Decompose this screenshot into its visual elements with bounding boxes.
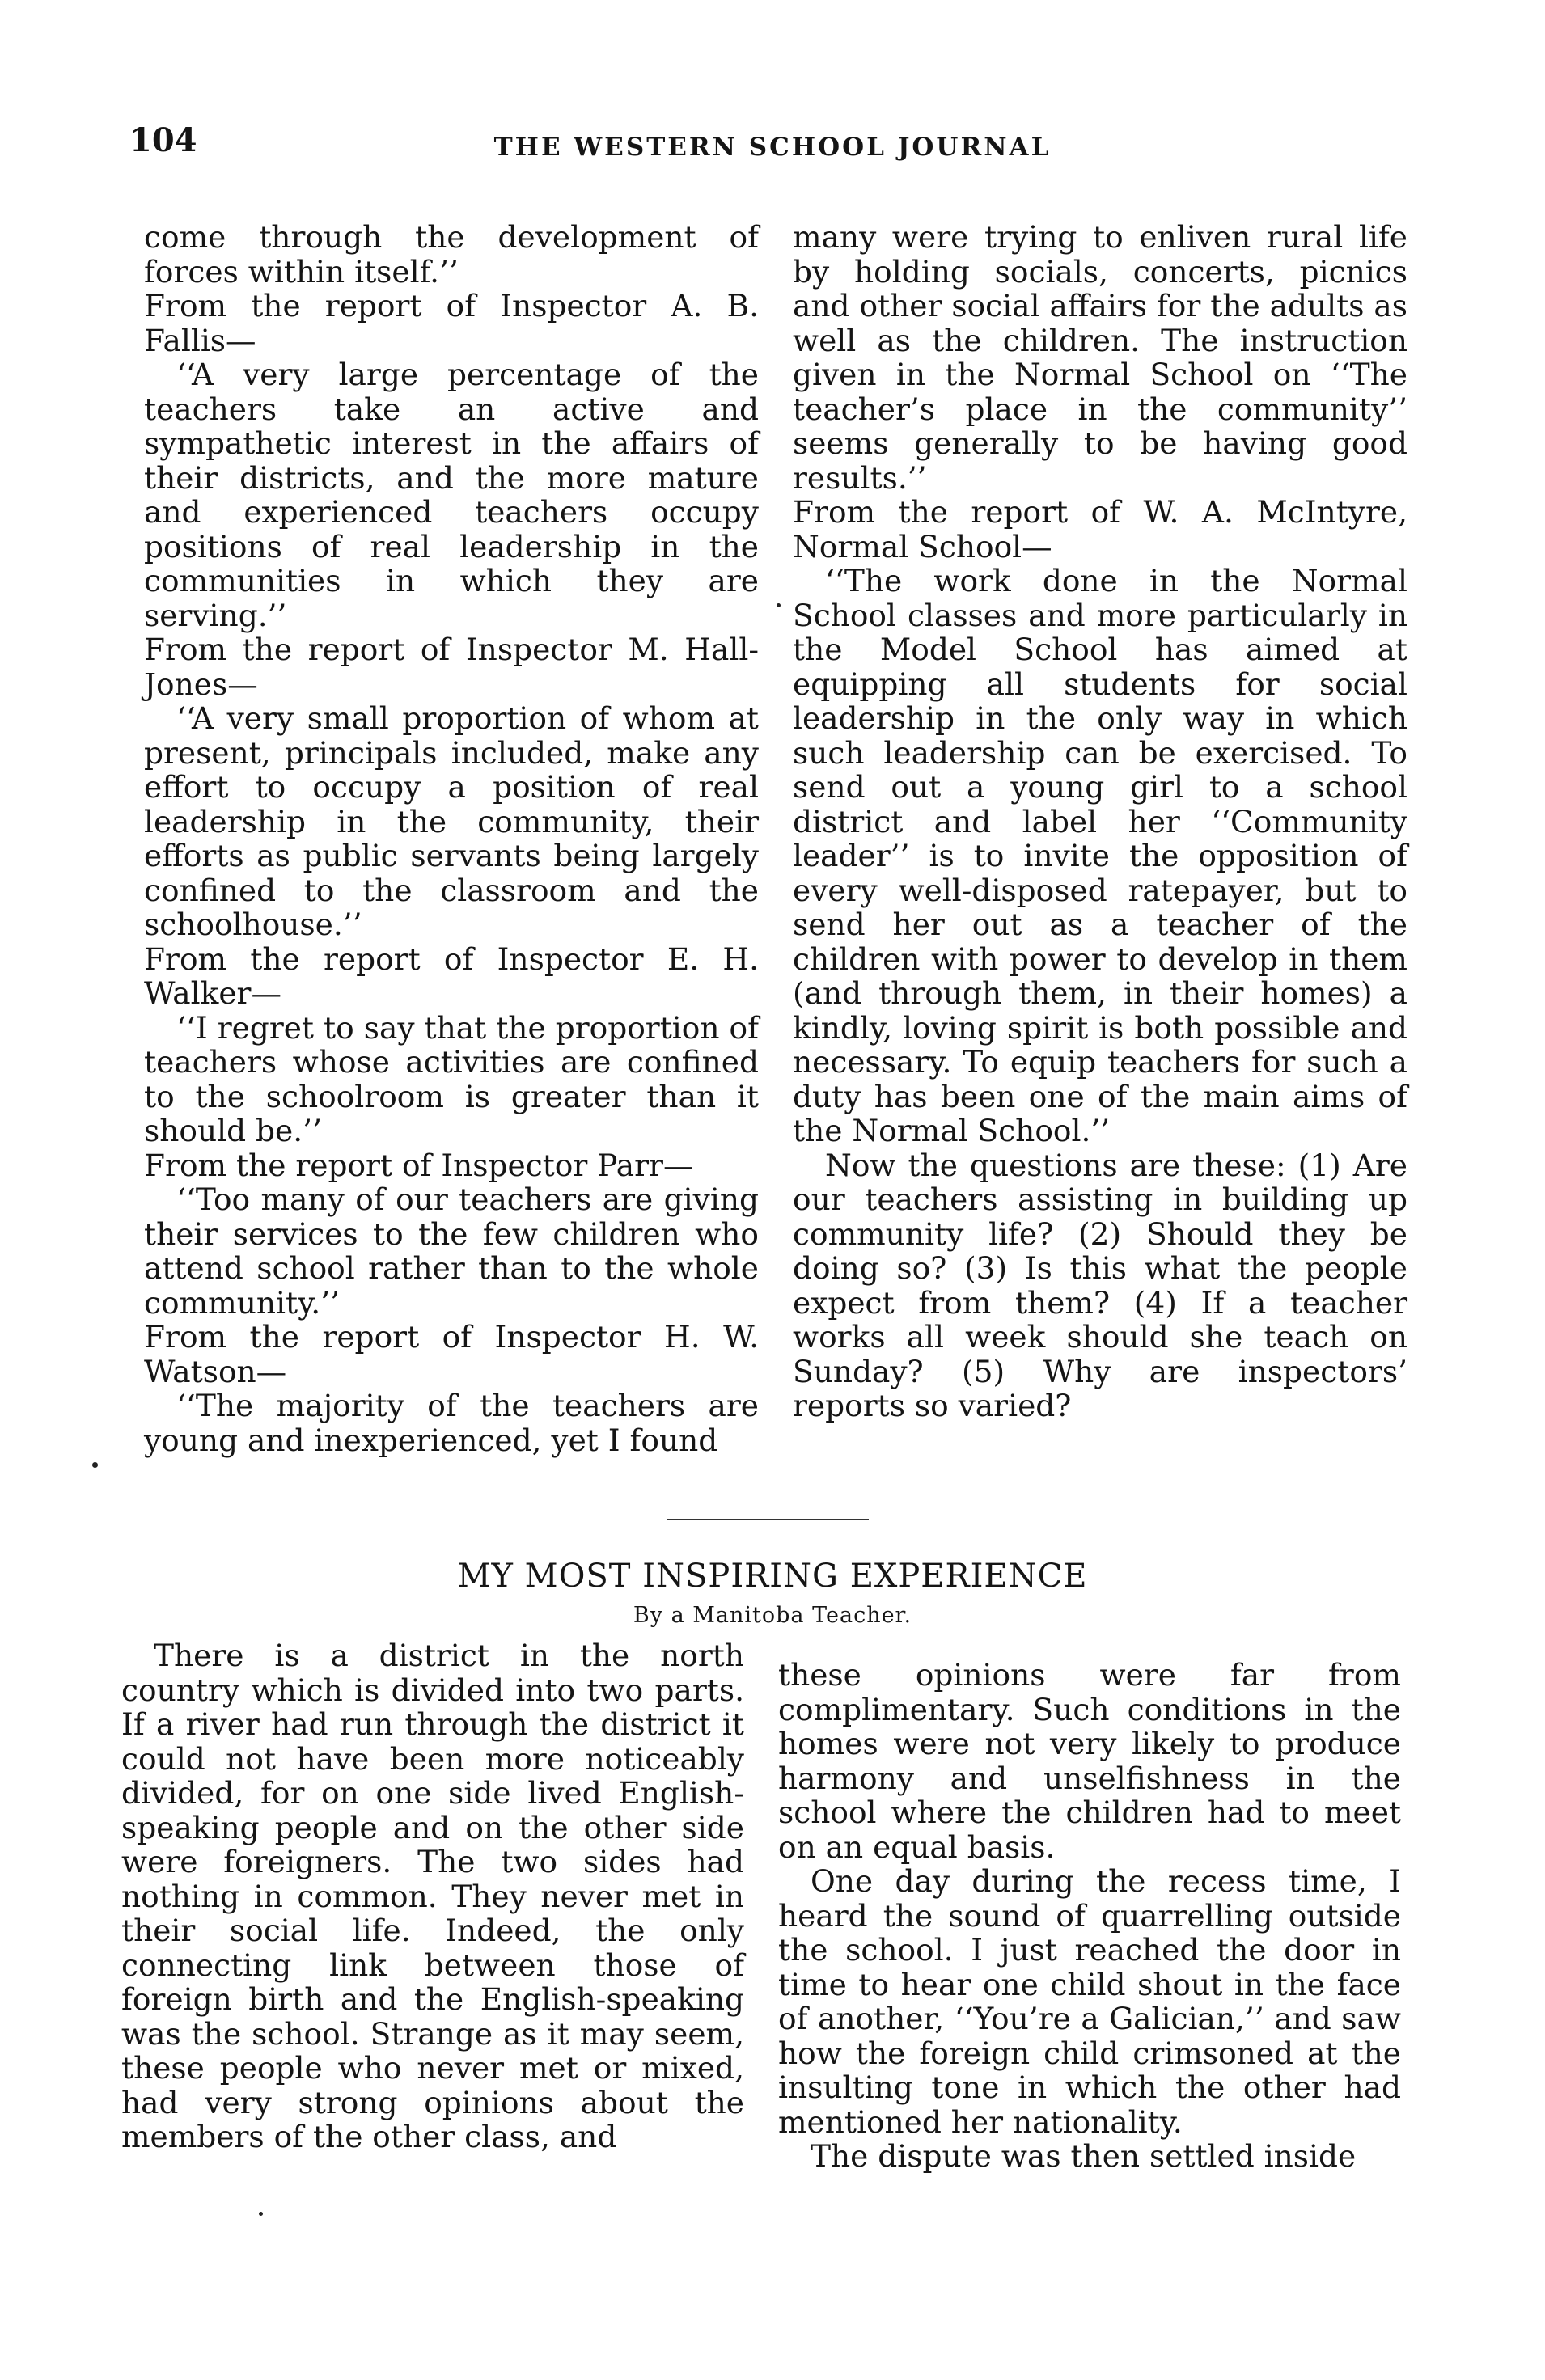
page-number: 104 xyxy=(129,121,197,159)
scan-speck xyxy=(259,2212,263,2216)
scan-speck xyxy=(777,603,781,607)
report-source: From the report of Inspector Parr— xyxy=(144,1147,694,1183)
questions-paragraph: Now the questions are these: (1) Are our teachers assisting in building up community life? (2) Should they be doing so? (3) Is this what the people expect from them? (4) If a teacher works all week should she teach on Sunday? (5) Why are inspectors’ reports so varied? xyxy=(793,1147,1407,1423)
report-source: From the report of Inspector H. W. Watson— xyxy=(144,1319,759,1389)
quote-continuation: many were trying to enliven rural life by holding socials, concerts, picnics and other social affairs for the adults as well as the children. The instruction given in the Normal School on ‘‘The teacher’s place in the community’’ seems generally to be having good results.’’ xyxy=(793,219,1407,496)
report-quote: ‘‘Too many of our teachers are giving their services to the few children who attend school rather than to the whole community.’’ xyxy=(144,1182,759,1321)
article-right-column xyxy=(778,1658,1401,2174)
report-quote: ‘‘The majority of the teachers are young and inexperienced, yet I found xyxy=(144,1388,759,1458)
quote-continuation: come through the development of forces within itself.’’ xyxy=(144,219,759,290)
report-source: From the report of Inspector E. H. Walker— xyxy=(144,941,759,1011)
article-paragraph: There is a district in the north country which is divided into two parts. If a river had run through the district it could not have been more noticeably divided, for on one side lived English-speaking people and on the other side were foreigners. The two sides had nothing in common. They never met in their social life. Indeed, the only connecting link between those of foreign birth and the English-speaking was the school. Strange as it may seem, these people who never met or mixed, had very strong opinions about the members of the other class, and xyxy=(121,1638,744,2154)
article-paragraph: The dispute was then settled inside xyxy=(811,2138,1357,2174)
article-left-column xyxy=(121,1638,744,2154)
report-source: From the report of Inspector A. B. Fallis— xyxy=(144,288,759,358)
report-excerpts-right-column xyxy=(793,220,1407,1423)
article-byline: By a Manitoba Teacher. xyxy=(633,1603,912,1628)
report-source: From the report of W. A. McIntyre, Normal School— xyxy=(793,494,1407,564)
report-source: From the report of Inspector M. Hall-Jones— xyxy=(144,632,759,702)
report-quote: ‘‘I regret to say that the proportion of teachers whose activities are confined to the schoolroom is greater than it should be.’’ xyxy=(144,1009,759,1148)
article-paragraph: One day during the recess time, I heard the sound of quarrelling outside the school. I just reached the door in time to hear one child shout in the face of another, ‘‘You’re a Galician,’’ and saw how the foreign child crimsoned at the insulting tone in which the other had mentioned her nationality. xyxy=(778,1863,1401,2140)
section-divider xyxy=(667,1519,869,1520)
report-excerpts-left-column xyxy=(144,220,759,1457)
report-quote: ‘‘A very small proportion of whom at present, principals included, make any effort to occupy a position of real leadership in the community, their efforts as public servants being largely confined to the classroom and the schoolhouse.’’ xyxy=(144,700,759,942)
article-paragraph: these opinions were far from complimentary. Such conditions in the homes were not very likely to produce harmony and unselfishness in the school where the children had to meet on an equal basis. xyxy=(778,1657,1401,1865)
page-header xyxy=(129,121,1416,178)
report-quote: ‘‘A very large percentage of the teachers take an active and sympathetic interest in the affairs of their districts, and the more mature and experienced teachers occupy positions of real leadership in the communities in which they are serving.’’ xyxy=(144,357,759,633)
article-title: MY MOST INSPIRING EXPERIENCE xyxy=(457,1558,1088,1595)
report-quote: ‘‘The work done in the Normal School classes and more particularly in the Model School has aimed at equipping all students for social leadership in the only way in which such leadership can be exercised. To send out a young girl to a school district and label her ‘‘Community leader’’ is to invite the opposition of every well-disposed ratepayer, but to send her out as a teacher of the children with power to develop in them (and through them, in their homes) a kindly, loving spirit is both possible and necessary. To equip teachers for such a duty has been one of the main aims of the Normal School.’’ xyxy=(793,563,1407,1148)
scan-speck xyxy=(92,1462,98,1468)
running-head: THE WESTERN SCHOOL JOURNAL xyxy=(493,133,1052,162)
